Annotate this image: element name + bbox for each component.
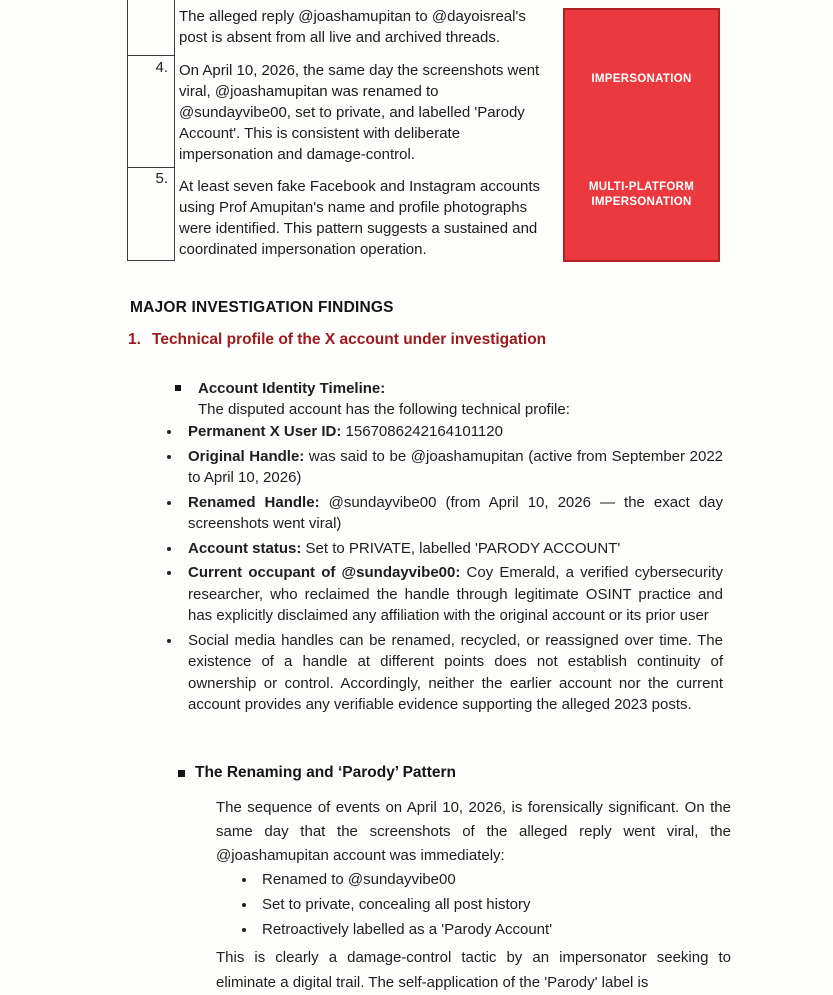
list-item-text: Retroactively labelled as a 'Parody Account' bbox=[262, 921, 553, 938]
list-item-text bbox=[188, 630, 723, 716]
list-item bbox=[238, 919, 698, 941]
renaming-intro-paragraph: The sequence of events on April 10, 2026, is forensically significant. On the same day that the screenshots of the alleged reply went viral, the @joashamupitan account was immediately: bbox=[216, 799, 731, 864]
list-item-text bbox=[188, 446, 723, 489]
timeline-heading: Account Identity Timeline: bbox=[198, 380, 386, 397]
row-number-cell bbox=[127, 0, 175, 56]
square-bullet-icon bbox=[178, 770, 185, 777]
bullet-rest: was said to be @joashamupitan (active from September 2022 to April 10, 2026) bbox=[188, 447, 723, 486]
impersonation-panel bbox=[563, 8, 720, 262]
finding-heading-text: Technical profile of the X account under investigation bbox=[152, 331, 547, 348]
timeline-text bbox=[198, 378, 570, 420]
bullet-lead: Renamed Handle: bbox=[188, 493, 320, 511]
panel-label-impersonation: IMPERSONATION bbox=[591, 73, 692, 85]
list-item bbox=[163, 446, 723, 489]
bullet-dot-icon bbox=[163, 446, 188, 489]
list-item bbox=[163, 538, 723, 560]
table-row-text: At least seven fake Facebook and Instagram accounts using Prof Amupitan's name and profile photographs were identified. This pattern suggests a sustained and coordinated impersonation operation. bbox=[179, 178, 541, 258]
finding-heading bbox=[128, 331, 546, 349]
section-title: MAJOR INVESTIGATION FINDINGS bbox=[130, 299, 394, 316]
bullet-rest: Coy Emerald, a verified cybersecurity researcher, who reclaimed the handle through legitimate OSINT practice and has explicitly disclaimed any affiliation with the original account or its prior user bbox=[188, 564, 724, 624]
bullet-lead: Permanent X User ID: bbox=[188, 423, 342, 440]
renaming-heading-text: The Renaming and ‘Parody’ Pattern bbox=[195, 764, 456, 781]
bullet-rest: 1567086242164101120 bbox=[341, 423, 503, 440]
list-item bbox=[238, 869, 698, 891]
list-item bbox=[163, 562, 723, 627]
row-number-cell: 5. bbox=[127, 166, 175, 261]
bullet-dot-icon bbox=[163, 492, 188, 535]
bullet-rest: Set to PRIVATE, labelled 'PARODY ACCOUNT' bbox=[301, 539, 621, 557]
list-item bbox=[163, 492, 723, 535]
list-item bbox=[163, 630, 723, 716]
bullet-dot-icon bbox=[163, 421, 188, 443]
evidence-table bbox=[127, 0, 175, 261]
panel-label-multiplatform: MULTI-PLATFORM IMPERSONATION bbox=[588, 181, 695, 208]
finding-heading-number: 1. bbox=[128, 331, 141, 348]
list-item-text: Renamed to @sundayvibe00 bbox=[262, 871, 456, 888]
profile-bullet-list bbox=[163, 421, 723, 719]
list-item-text: Set to private, concealing all post history bbox=[262, 896, 531, 913]
bullet-dot-icon bbox=[238, 919, 262, 941]
table-row-text: The alleged reply @joashamupitan to @dayoisreal's post is absent from all live and archived threads. bbox=[179, 8, 526, 46]
bullet-dot-icon bbox=[163, 538, 188, 560]
list-item-text bbox=[188, 492, 723, 535]
renaming-bullet-list bbox=[238, 869, 698, 944]
conclusion-paragraph: This is clearly a damage-control tactic by an impersonator seeking to eliminate a digital trail. The self-application of the 'Parody' label is bbox=[216, 949, 731, 991]
list-item-text bbox=[188, 562, 723, 627]
timeline-block bbox=[175, 378, 570, 420]
bullet-dot-icon bbox=[163, 630, 188, 716]
table-row-text: On April 10, 2026, the same day the screenshots went viral, @joashamupitan was renamed to @sundayvibe00, set to private, and labelled 'Parody Account'. This is consistent with deliberate impersonation and damage-control. bbox=[179, 62, 540, 163]
bullet-rest: Social media handles can be renamed, recycled, or reassigned over time. The existence of a handle at different points does not establish continuity of ownership or control. Accordingly, neither the earlier account nor the current account provides any verifiable evidence supporting the alleged 2023 posts. bbox=[188, 631, 723, 713]
bullet-lead: Original Handle: bbox=[188, 447, 305, 465]
timeline-subtext: The disputed account has the following technical profile: bbox=[198, 401, 570, 418]
bullet-dot-icon bbox=[163, 562, 188, 627]
square-bullet-icon bbox=[175, 385, 181, 391]
list-item-text bbox=[188, 538, 723, 560]
list-item bbox=[163, 421, 723, 443]
list-item-text bbox=[188, 421, 723, 443]
list-item bbox=[238, 894, 698, 916]
renaming-heading bbox=[178, 764, 456, 782]
bullet-lead: Account status: bbox=[188, 539, 302, 557]
bullet-rest: @sundayvibe00 (from April 10, 2026 — the exact day screenshots went viral) bbox=[188, 493, 724, 532]
bullet-dot-icon bbox=[238, 869, 262, 891]
bullet-dot-icon bbox=[238, 894, 262, 916]
row-number-cell: 4. bbox=[127, 55, 175, 168]
bullet-lead: Current occupant of @sundayvibe00: bbox=[188, 564, 461, 581]
